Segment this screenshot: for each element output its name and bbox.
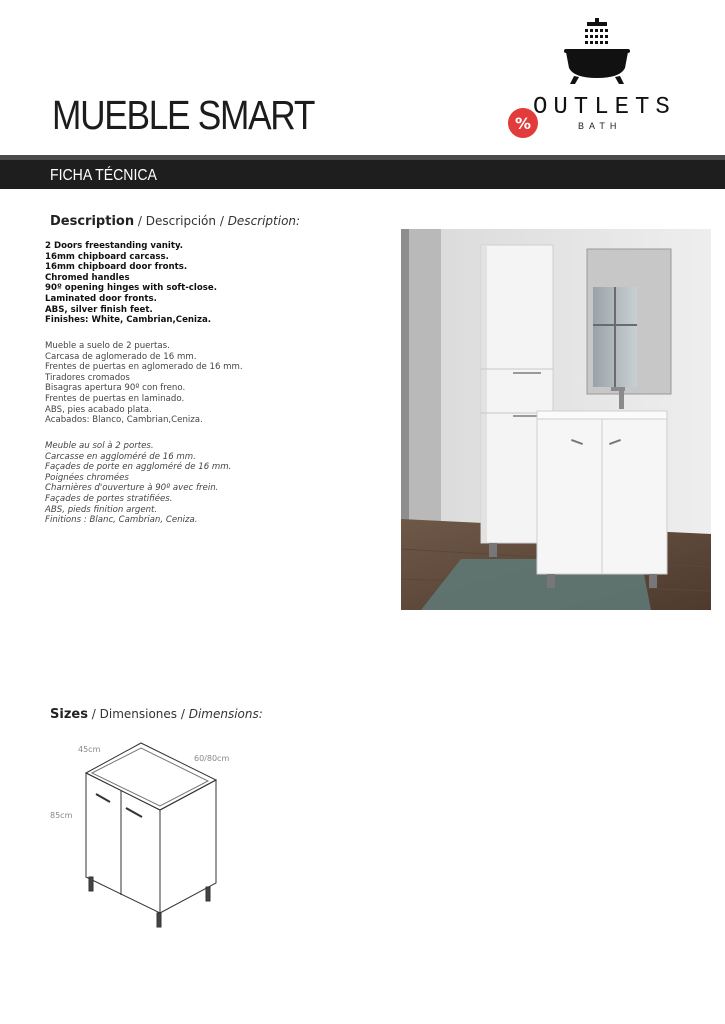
band-label: FICHA TÉCNICA — [50, 167, 157, 184]
section-band — [0, 155, 725, 189]
dimension-drawing — [46, 735, 246, 935]
height-label: 85cm — [50, 811, 73, 820]
description-french: Meuble au sol à 2 portes. Carcasse en aggloméré de 16 mm. Façades de porte en aggloméré de 16 mm. Poignées chromées Charnières d'ouverture à 90º avec frein. Façades de portes stratifiées. ABS, pieds finition argent. Finitions : Blanc, Cambrian, Ceniza. — [45, 441, 232, 526]
description-english: 2 Doors freestanding vanity. 16mm chipboard carcass. 16mm chipboard door fronts. Chromed handles 90º opening hinges with soft-close. Laminated door fronts. ABS, silver finish feet. Finishes: White, Cambrian,Ceniza. — [45, 241, 217, 326]
bathtub-shower-icon — [500, 14, 700, 94]
depth-label: 45cm — [78, 745, 101, 754]
logo-subtitle: BATH — [578, 121, 622, 131]
sizes-heading: Sizes / Dimensiones / Dimensions: — [50, 707, 263, 722]
product-photo — [401, 229, 711, 610]
page-title: MUEBLE SMART — [52, 92, 315, 138]
cabinet-line-drawing — [46, 735, 246, 935]
outlets-bath-logo — [500, 14, 700, 144]
description-spanish: Mueble a suelo de 2 puertas. Carcasa de aglomerado de 16 mm. Frentes de puertas en aglomerado de 16 mm. Tiradores cromados Bisagras apertura 90º con freno. Frentes de puertas en laminado. ABS, pies acabado plata. Acabados: Blanco, Cambrian,Ceniza. — [45, 341, 243, 426]
discount-badge: % — [508, 108, 538, 138]
width-label: 60/80cm — [194, 754, 230, 763]
description-heading: Description / Descripción / Description: — [50, 214, 301, 229]
logo-wordmark: OUTLETS — [533, 94, 676, 121]
